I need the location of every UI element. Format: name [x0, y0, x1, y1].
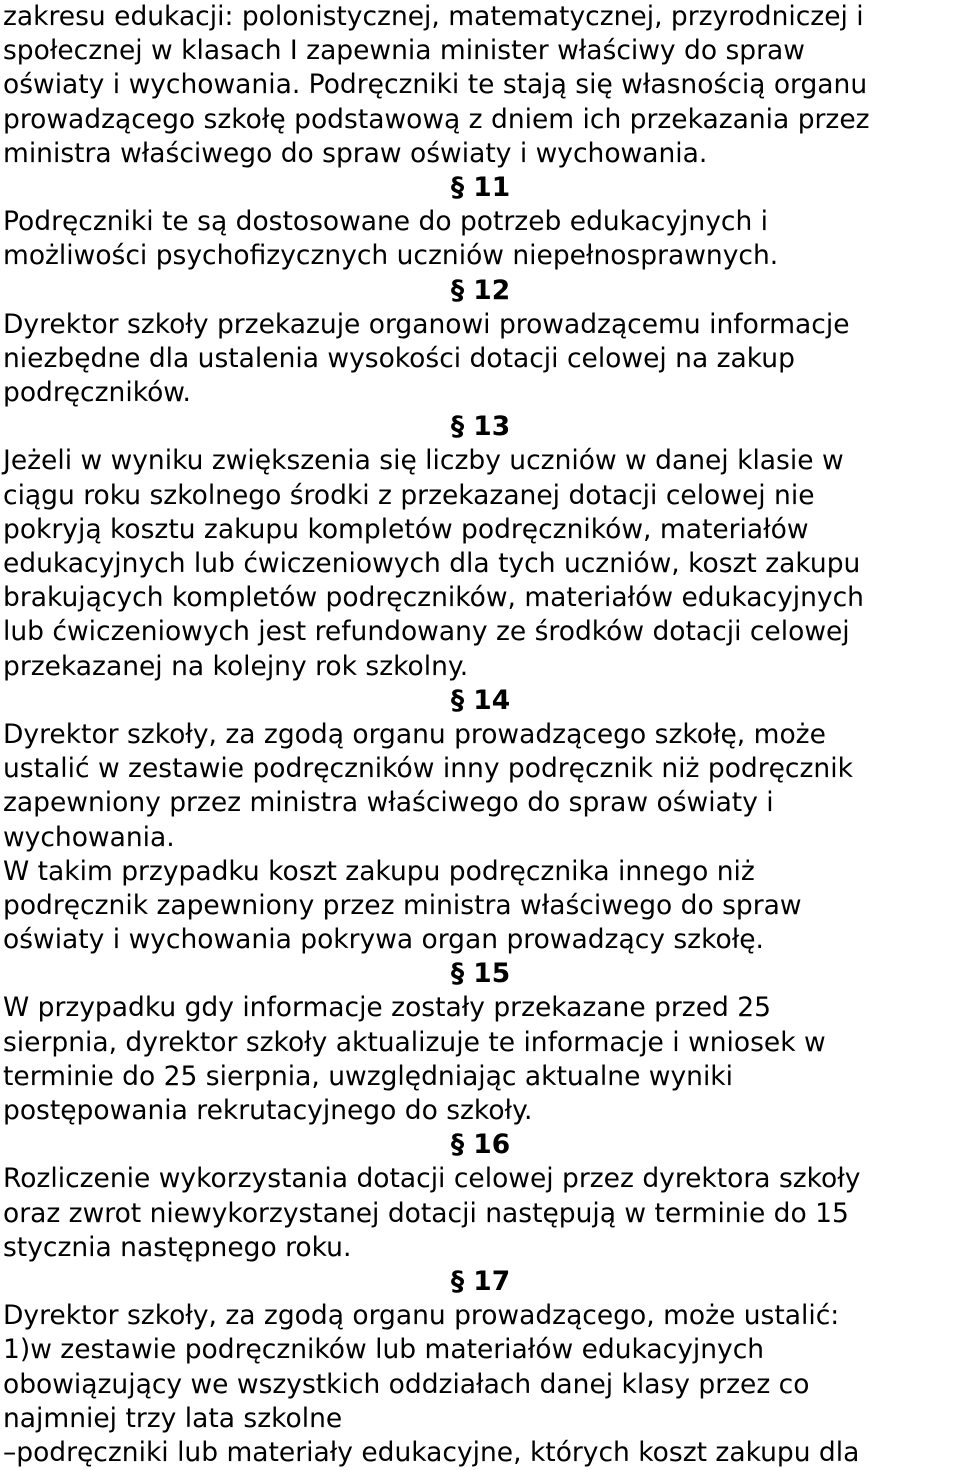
section-number: 13 [473, 411, 511, 443]
section-number: 14 [473, 684, 511, 716]
section-symbol: § [450, 411, 465, 443]
text-line: społecznej w klasach I zapewnia minister właściwy do spraw [3, 35, 805, 67]
section-number: 11 [473, 171, 511, 203]
section-12 [3, 274, 958, 411]
text-line: oraz zwrot niewykorzystanej dotacji następują w terminie do 15 [3, 1197, 849, 1229]
intro-paragraph [3, 0, 958, 171]
text-line: zapewniony przez ministra właściwego do spraw oświaty i [3, 787, 774, 819]
text-line: Dyrektor szkoły, za zgodą organu prowadzącego szkołę, może [3, 718, 826, 750]
section-heading [3, 1265, 958, 1299]
text-line: ministra właściwego do spraw oświaty i wychowania. [3, 137, 708, 169]
text-line: przekazanej na kolejny rok szkolny. [3, 650, 469, 682]
section-number: 16 [473, 1129, 511, 1161]
text-line: stycznia następnego roku. [3, 1231, 352, 1263]
section-number: 17 [473, 1265, 511, 1297]
text-line: Dyrektor szkoły, za zgodą organu prowadzącego, może ustalić: [3, 1300, 840, 1332]
section-heading [3, 1128, 958, 1162]
section-number: 15 [473, 958, 511, 990]
text-line: niezbędne dla ustalenia wysokości dotacji celowej na zakup [3, 342, 795, 374]
text-line: możliwości psychofizycznych uczniów niepełnosprawnych. [3, 240, 779, 272]
text-line: pokryją kosztu zakupu kompletów podręczników, materiałów [3, 513, 809, 545]
list-bullet: – [3, 1436, 17, 1468]
section-heading [3, 171, 958, 205]
section-heading [3, 957, 958, 991]
section-11 [3, 171, 958, 274]
section-heading [3, 274, 958, 308]
text-line: ustalić w zestawie podręczników inny podręcznik niż podręcznik [3, 753, 853, 785]
text-line: W przypadku gdy informacje zostały przekazane przed 25 [3, 992, 771, 1024]
section-symbol: § [450, 171, 465, 203]
section-heading [3, 684, 958, 718]
text-line: edukacyjnych lub ćwiczeniowych dla tych uczniów, koszt zakupu [3, 548, 861, 579]
text-line: Dyrektor szkoły przekazuje organowi prowadzącemu informacje [3, 308, 850, 340]
text-line: 1)w zestawie podręczników lub materiałów edukacyjnych [3, 1334, 765, 1366]
text-line: postępowania rekrutacyjnego do szkoły. [3, 1095, 533, 1126]
text-line: wychowania. [3, 821, 175, 853]
document-page [3, 0, 958, 1470]
section-symbol: § [450, 684, 465, 716]
text-line: Jeżeli w wyniku zwiększenia się liczby uczniów w danej klasie w [3, 445, 844, 477]
text-line: Podręczniki te są dostosowane do potrzeb edukacyjnych i [3, 206, 769, 238]
text-line: prowadzącego szkołę podstawową z dniem ich przekazania przez [3, 103, 870, 135]
section-symbol: § [450, 1129, 465, 1161]
section-14 [3, 684, 958, 958]
text-line: podręczników. [3, 377, 191, 409]
text-line: brakujących kompletów podręczników, materiałów edukacyjnych [3, 582, 864, 614]
section-13 [3, 410, 958, 684]
section-symbol: § [450, 1265, 465, 1297]
section-number: 12 [473, 274, 511, 306]
text-line: najmniej trzy lata szkolne [3, 1402, 343, 1434]
text-line: ciągu roku szkolnego środki z przekazanej dotacji celowej nie [3, 479, 815, 511]
text-line: obowiązujący we wszystkich oddziałach danej klasy przez co [3, 1368, 810, 1400]
text-line: sierpnia, dyrektor szkoły aktualizuje te informacje i wniosek w [3, 1026, 826, 1058]
section-16 [3, 1128, 958, 1265]
section-symbol: § [450, 958, 465, 990]
text-line: W takim przypadku koszt zakupu podręcznika innego niż [3, 855, 755, 887]
text-line: lub ćwiczeniowych jest refundowany ze środków dotacji celowej [3, 616, 850, 648]
text-line: terminie do 25 sierpnia, uwzględniając aktualne wyniki [3, 1060, 734, 1092]
section-symbol: § [450, 274, 465, 306]
list-item-text: podręczniki lub materiały edukacyjne, których koszt zakupu dla [16, 1436, 860, 1468]
text-line: zakresu edukacji: polonistycznej, matematycznej, przyrodniczej i [3, 1, 864, 32]
text-line: podręcznik zapewniony przez ministra właściwego do spraw [3, 889, 802, 921]
section-heading [3, 410, 958, 444]
section-15 [3, 957, 958, 1128]
text-line: Rozliczenie wykorzystania dotacji celowej przez dyrektora szkoły [3, 1163, 861, 1195]
list-item [3, 1436, 958, 1470]
text-line: oświaty i wychowania pokrywa organ prowadzący szkołę. [3, 924, 764, 956]
text-line: oświaty i wychowania. Podręczniki te stają się własnością organu [3, 69, 868, 101]
section-17 [3, 1265, 958, 1470]
